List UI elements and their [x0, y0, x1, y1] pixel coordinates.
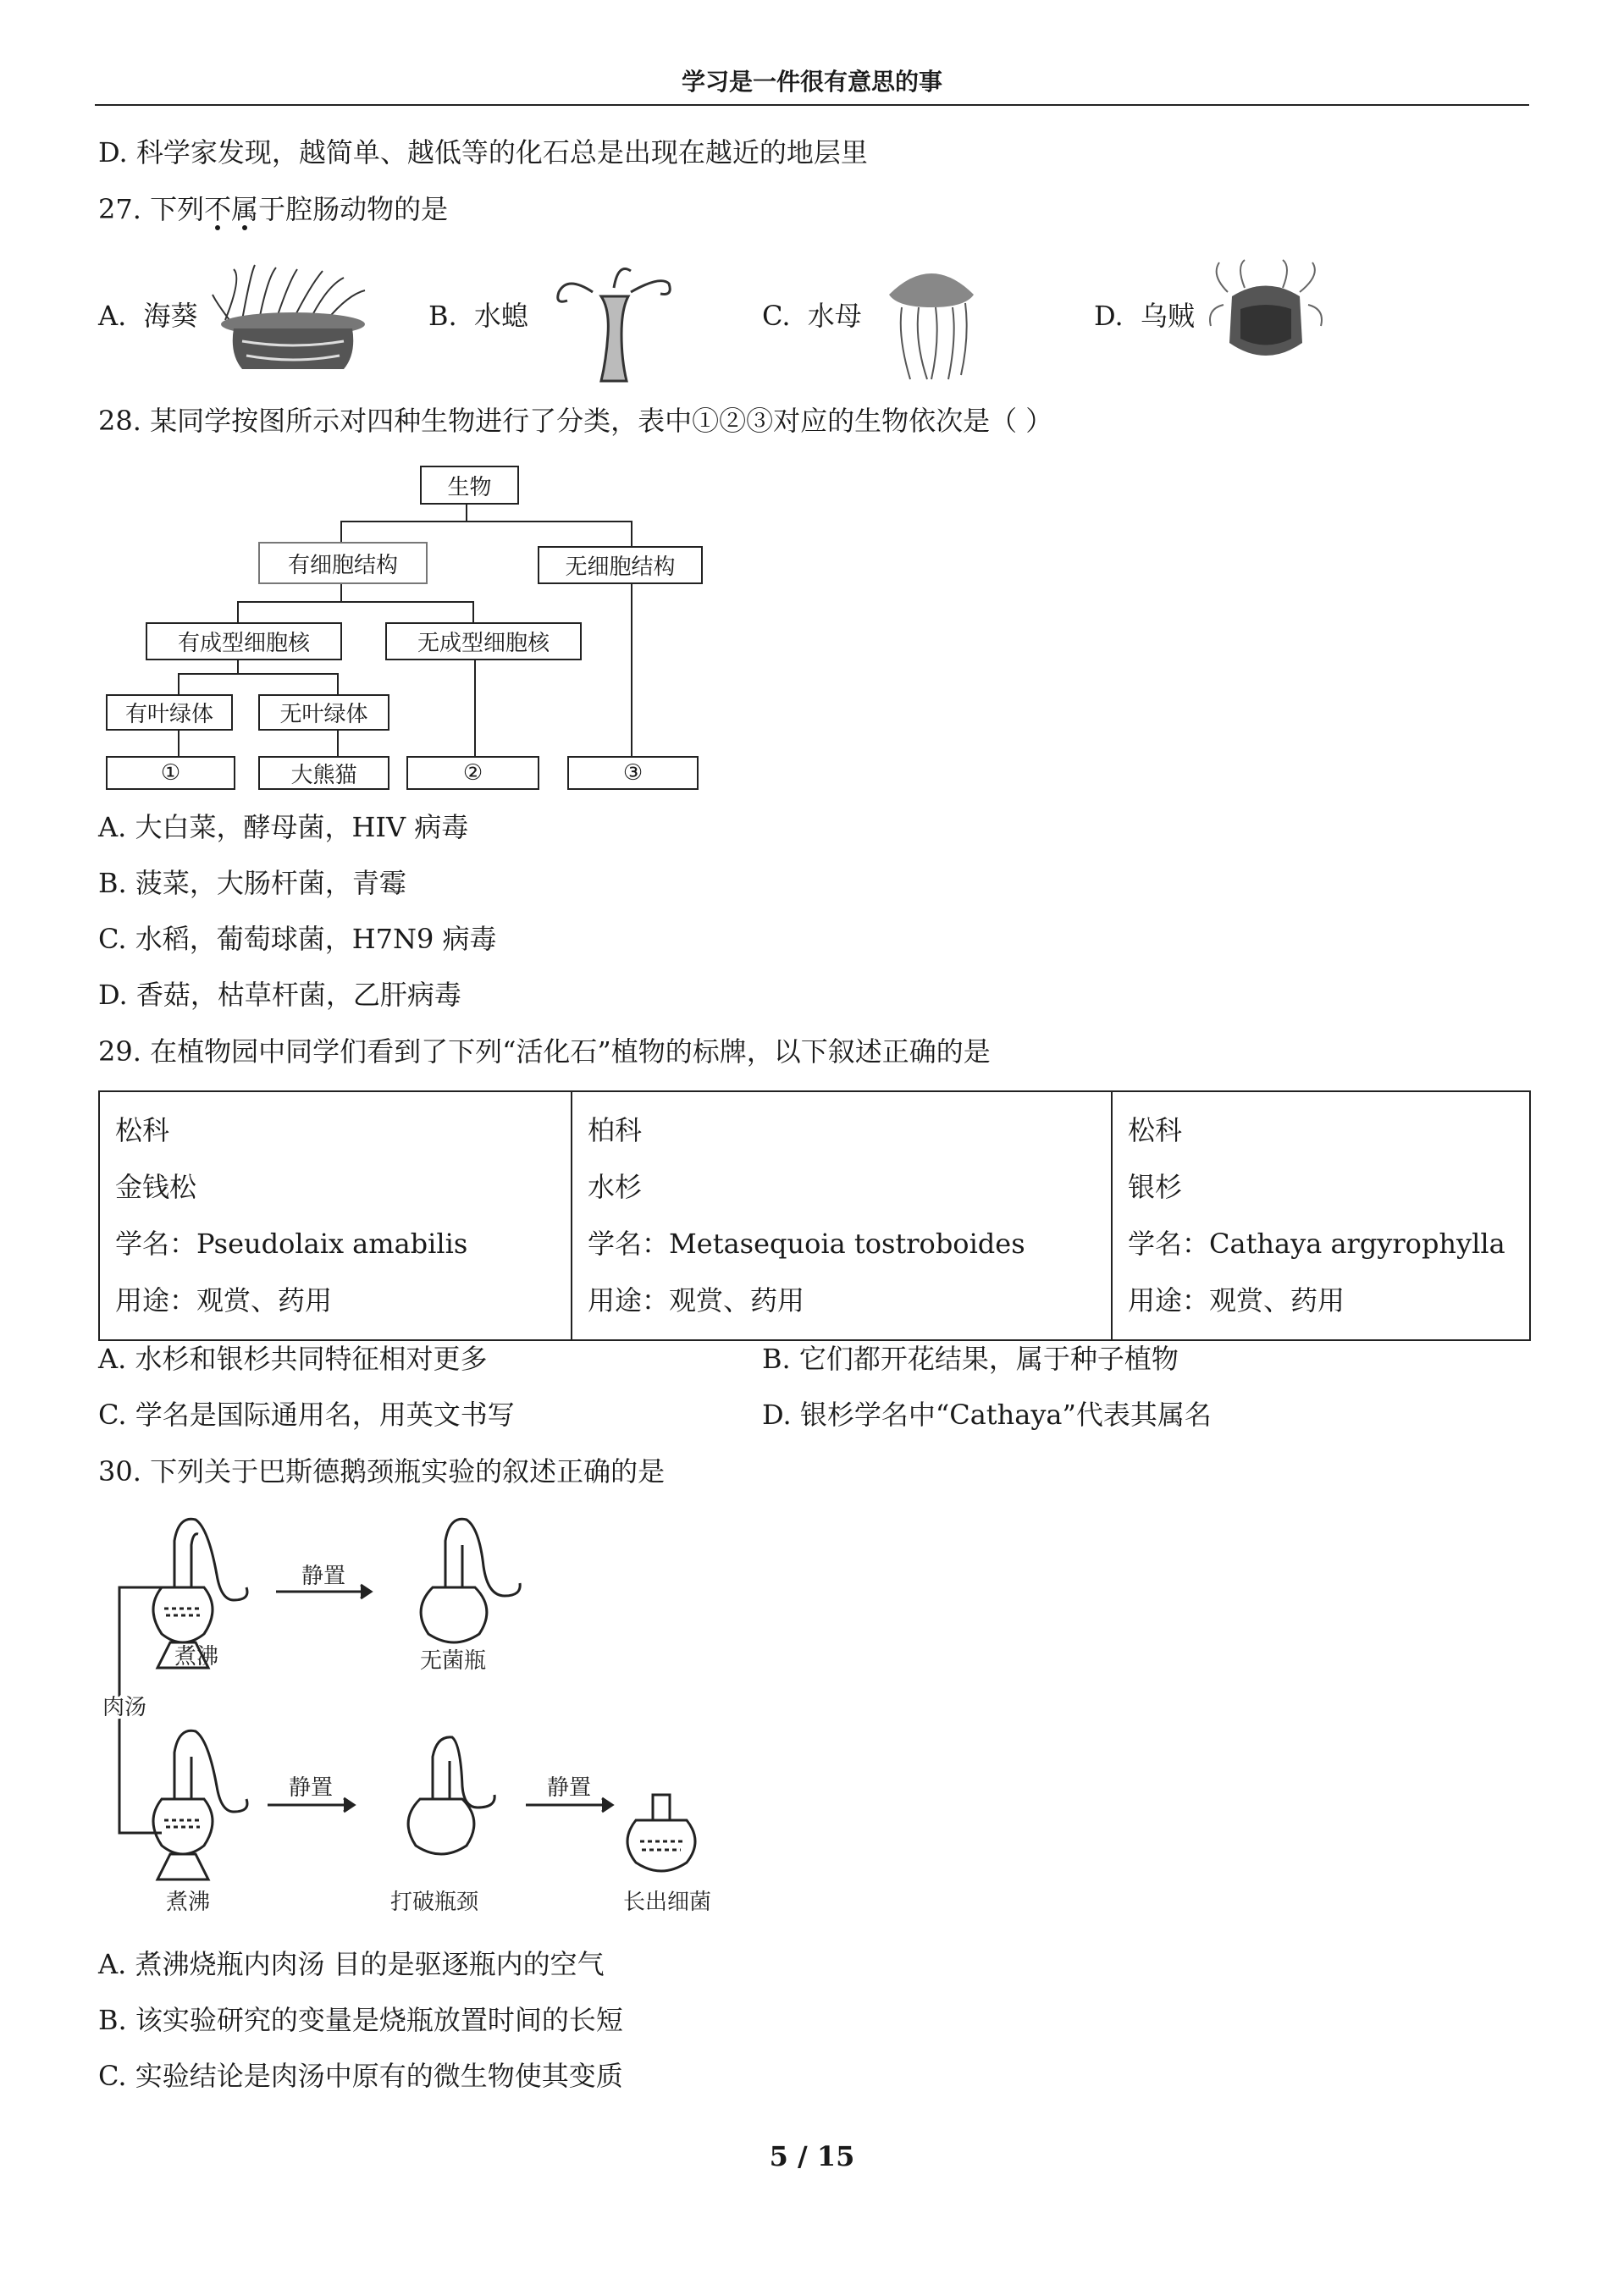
option-text: 水螅 [473, 300, 528, 332]
q30-option-b: B. 该实验研究的变量是烧瓶放置时间的长短 [98, 2004, 623, 2036]
label-rest-2: 静置 [547, 1775, 592, 1801]
q29-option-d: D. 银杉学名中“Cathaya”代表其属名 [762, 1399, 1212, 1431]
plant-family: 柏科 [588, 1114, 643, 1146]
plant-label-table [98, 1090, 1531, 1341]
q28-stem: 28. 某同学按图所示对四种生物进行了分类，表中①②③对应的生物依次是（ ） [98, 405, 1053, 437]
option-text: 水母 [807, 300, 862, 332]
plant-family: 松科 [1128, 1114, 1183, 1146]
plant-label [1112, 1091, 1530, 1340]
node-cellular: 有细胞结构 [258, 542, 428, 584]
plant-name: 水杉 [588, 1171, 643, 1203]
leaf-2: ② [406, 756, 539, 790]
q27-option-a [98, 299, 197, 333]
node-organism: 生物 [420, 466, 519, 505]
squid-image [1202, 258, 1329, 368]
leaf-giant-panda: 大熊猫 [258, 756, 389, 790]
header-rule [95, 104, 1529, 106]
q28-option-b: B. 菠菜，大肠杆菌，青霉 [98, 867, 406, 899]
plant-label [99, 1091, 572, 1340]
label-boil-top: 煮沸 [174, 1644, 219, 1670]
option-text: 海葵 [143, 300, 198, 332]
plant-use: 用途：观赏、药用 [115, 1284, 333, 1316]
node-acellular: 无细胞结构 [538, 546, 703, 584]
plant-use: 用途：观赏、药用 [588, 1284, 805, 1316]
node-with-chloroplast: 有叶绿体 [106, 694, 233, 731]
emphasis-dot [242, 225, 247, 230]
q27-option-d [1094, 299, 1195, 333]
q27-stem: 27. 下列不属于腔肠动物的是 [98, 193, 449, 225]
label-bacteria-grow: 长出细菌 [623, 1890, 712, 1915]
q30-stem: 30. 下列关于巴斯德鹅颈瓶实验的叙述正确的是 [98, 1455, 666, 1487]
q27-option-b [428, 299, 528, 333]
option-key: D. [1094, 300, 1124, 332]
q28-option-c: C. 水稻，葡萄球菌，H7N9 病毒 [98, 923, 497, 955]
q29-option-a: A. 水杉和银杉共同特征相对更多 [98, 1343, 488, 1375]
jellyfish-image [881, 261, 982, 384]
swan-neck-flask-figure [98, 1507, 742, 1922]
q28-option-a: A. 大白菜，酵母菌，HIV 病毒 [98, 811, 469, 843]
label-rest-1: 静置 [289, 1775, 334, 1801]
label-sterile-flask: 无菌瓶 [420, 1648, 487, 1674]
label-broth: 肉汤 [102, 1695, 147, 1720]
label-break-neck: 打破瓶颈 [390, 1890, 479, 1915]
label-boil-bottom: 煮沸 [166, 1890, 211, 1915]
leaf-1: ① [106, 756, 235, 790]
hydra-image [550, 258, 677, 385]
plant-scientific-name: 学名：Metasequoia tostroboides [588, 1228, 1025, 1260]
q27-option-c [762, 299, 862, 333]
plant-family: 松科 [115, 1114, 170, 1146]
plant-scientific-name: 学名：Pseudolaix amabilis [115, 1228, 468, 1260]
q26-option-d: D. 科学家发现，越简单、越低等的化石总是出现在越近的地层里 [98, 136, 868, 168]
option-key: B. [428, 300, 457, 332]
page-header-title: 学习是一件很有意思的事 [681, 68, 942, 96]
emphasis-dot [215, 225, 220, 230]
q29-option-c: C. 学名是国际通用名，用英文书写 [98, 1399, 515, 1431]
q30-option-a: A. 煮沸烧瓶内肉汤 目的是驱逐瓶内的空气 [98, 1948, 605, 1980]
option-text: 乌贼 [1140, 300, 1195, 332]
q28-option-d: D. 香菇，枯草杆菌，乙肝病毒 [98, 979, 461, 1011]
node-without-chloroplast: 无叶绿体 [258, 694, 389, 731]
q29-option-b: B. 它们都开花结果，属于种子植物 [762, 1343, 1179, 1375]
plant-label [572, 1091, 1112, 1340]
page-number: 5 / 15 [769, 2140, 855, 2172]
plant-name: 金钱松 [115, 1171, 197, 1203]
label-rest-top: 静置 [301, 1564, 346, 1589]
plant-name: 银杉 [1128, 1171, 1183, 1203]
plant-use: 用途：观赏、药用 [1128, 1284, 1345, 1316]
plant-scientific-name: 学名：Cathaya argyrophylla [1128, 1228, 1505, 1260]
node-eukaryote: 有成型细胞核 [146, 622, 342, 660]
node-prokaryote: 无成型细胞核 [385, 622, 582, 660]
option-key: A. [98, 300, 127, 332]
q29-stem: 29. 在植物园中同学们看到了下列“活化石”植物的标牌，以下叙述正确的是 [98, 1035, 991, 1068]
leaf-3: ③ [567, 756, 699, 790]
option-key: C. [762, 300, 791, 332]
sea-anemone-image [208, 261, 378, 379]
q30-option-c: C. 实验结论是肉汤中原有的微生物使其变质 [98, 2060, 623, 2092]
